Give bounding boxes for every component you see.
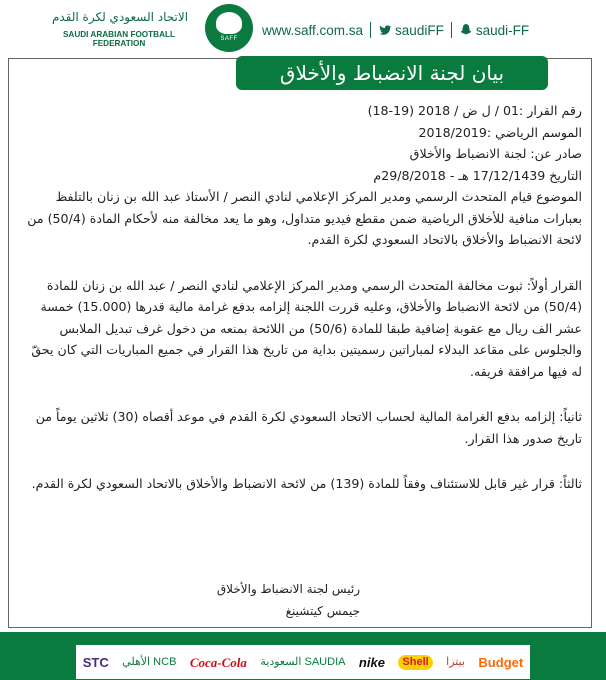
signatory-name: جيمس كيتشينغ [285, 604, 360, 618]
snapchat-link[interactable] [459, 23, 529, 38]
subject-paragraph: الموضوع قيام المتحدث الرسمي ومدير المركز الإعلامي لنادي النصر / الأستاذ عبد الله بن زنان بالتلفظ بعبارات منافية للأخلاق الرياضية ضمن مقطع فيديو متداول، وهو ما يعد مخالفة منه لأحكام المادة (50/4) من لائحة الانضباط والأخلاق بالاتحاد السعودي لكرة القدم. [27, 189, 582, 247]
sponsor-saudia-logo: السعودية SAUDIA [260, 655, 346, 668]
signatory-title: رئيس لجنة الانضباط والأخلاق [216, 582, 360, 596]
date: التاريخ 17/12/1439 هـ - 29/8/2018م [373, 167, 582, 183]
document-title: بيان لجنة الانضباط والأخلاق [279, 61, 505, 85]
website-link[interactable]: www.saff.com.sa [262, 22, 364, 38]
sponsor-cocacola-logo: Coca-Cola [189, 654, 247, 670]
spacer [20, 251, 582, 275]
sponsor-ncb-logo: الأهلي NCB [122, 655, 177, 668]
saff-logo [205, 4, 253, 52]
sponsor-budget-logo: Budget [478, 654, 524, 670]
document-body [20, 100, 582, 495]
logo-emblem [216, 12, 242, 34]
decision-second-paragraph: ثانياً: إلزامه بدفع الغرامة المالية لحساب الاتحاد السعودي لكرة القدم في موعد أقصاه (30) ثلاثين يوماً من تاريخ صدور هذا القرار. [35, 409, 582, 446]
issued-by: صادر عن: لجنة الانضباط والأخلاق [409, 146, 582, 161]
sponsor-shell-logo: Shell [398, 655, 432, 670]
decision-first-paragraph: القرار أولاً: ثبوت مخالفة المتحدث الرسمي ومدير المركز الإعلامي لنادي النصر / عبد الله بن زنان للمادة (50/4) من لائحة الانضباط والأخلاق، وعليه قررت اللجنة إلزامه بدفع غرامة مالية قدرها (15.000) خمسة عشر الف ريال مع عقوبة إضافية طبقا للمادة (50/6) من اللائحة بمنعه من دخول غرف تبديل الملابس والجلوس على مقاعد البدلاء لمباراتين رسميتين بداية من تاريخ هذا القرار في جميع المباريات التي كان يحقّ له فيها مرافقة فريقه. [31, 277, 582, 379]
divider [370, 22, 371, 38]
social-links [262, 20, 529, 40]
snapchat-handle: saudi-FF [475, 22, 530, 38]
header-bar [0, 0, 606, 58]
decision-third-paragraph: ثالثاً: قرار غير قابل للاستئناف وفقاً للمادة (139) من لائحة الانضباط والأخلاق بالاتحاد السعودي لكرة القدم. [31, 476, 582, 491]
sponsor-stc-logo: STC [82, 654, 109, 670]
logo-text: SAFF [220, 36, 238, 42]
federation-name-english: SAUDI ARABIAN FOOTBALL FEDERATION [62, 30, 176, 48]
sponsor-pizza-logo: بيتزا [446, 655, 465, 668]
season: الموسم الرياضي :2018/2019 [418, 124, 582, 140]
title-banner [236, 56, 548, 90]
spacer [20, 382, 582, 406]
snapchat-icon [459, 23, 473, 37]
spacer [20, 449, 582, 473]
twitter-handle: saudiFF [395, 22, 444, 38]
twitter-link[interactable] [378, 23, 444, 38]
decision-number: رقم القرار :01 / ل ض / 2018 (19-18) [367, 103, 582, 118]
federation-name-arabic: الاتحاد السعودي لكرة القدم [51, 10, 189, 24]
sponsors-strip [76, 645, 530, 679]
twitter-icon [378, 23, 392, 37]
divider [451, 22, 452, 38]
sponsor-nike-logo: nike [358, 654, 385, 670]
